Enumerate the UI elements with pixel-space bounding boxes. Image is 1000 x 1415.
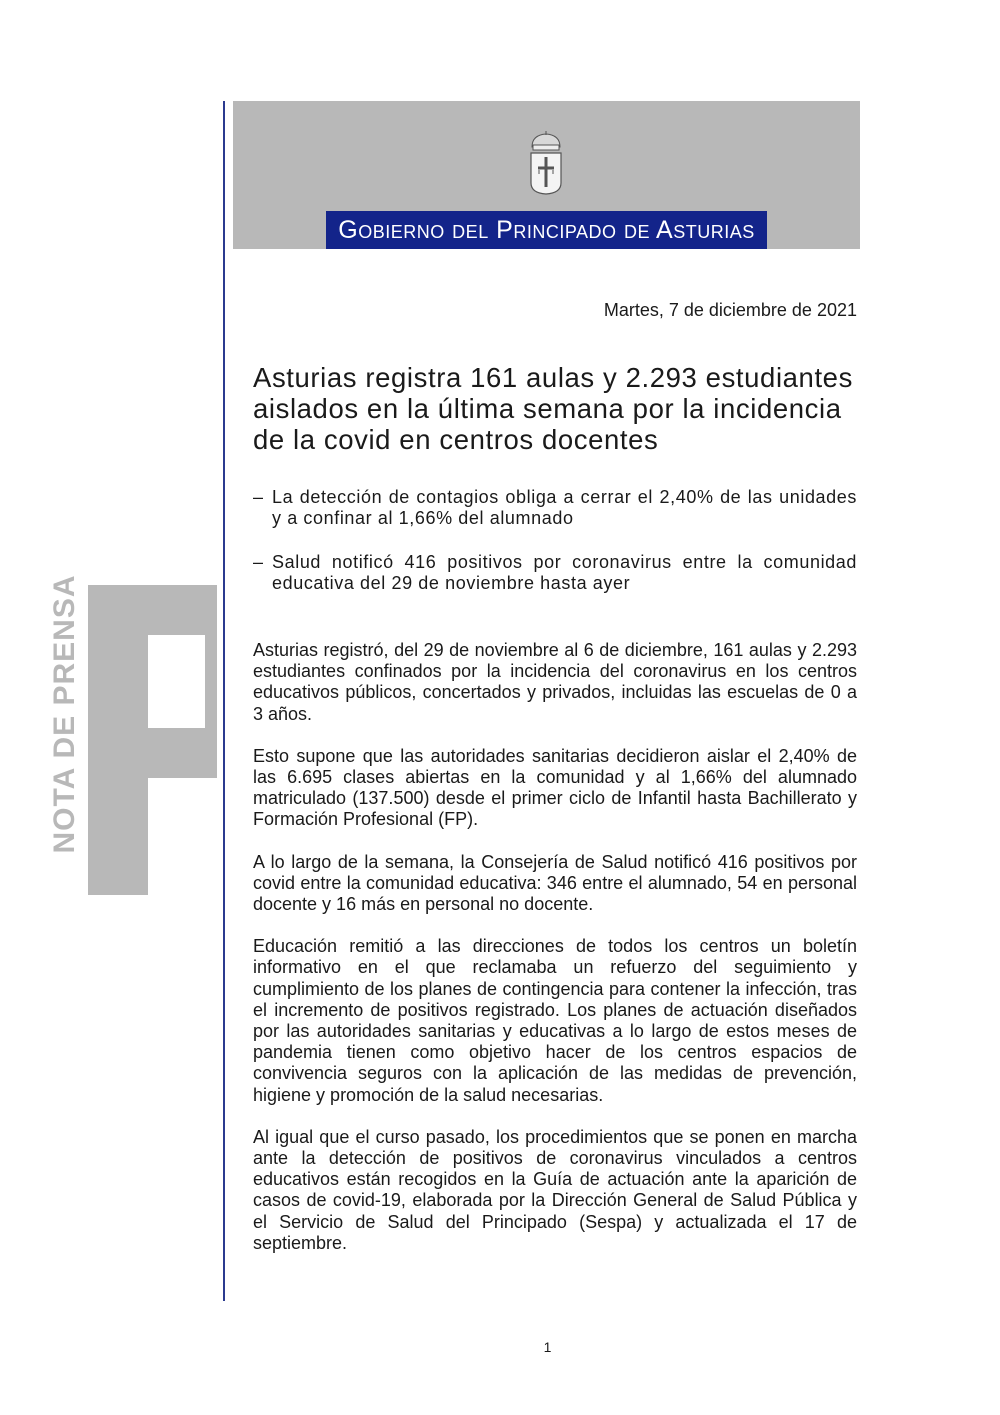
subheadline: – Salud notificó 416 positivos por coronavirus entre la comunidad educativa del 29 de noviembre hasta ayer: [253, 552, 857, 593]
government-banner: Gobierno del Principado de Asturias: [326, 211, 767, 249]
paragraph: Asturias registró, del 29 de noviembre al 6 de diciembre, 161 aulas y 2.293 estudiantes confinados por la incidencia del coronavirus en los centros educativos públicos, concertados y privados, incluidas las escuelas de 0 a 3 años.: [253, 640, 857, 724]
side-label: NOTA DE PRENSA: [48, 574, 81, 854]
article-body: [253, 640, 857, 1275]
date: Martes, 7 de diciembre de 2021: [603, 300, 857, 320]
paragraph: Al igual que el curso pasado, los procedimientos que se ponen en marcha ante la detección de positivos de coronavirus vinculados a centros educativos están recogidos en la Guía de actuación ante la aparición de casos de covid-19, elaborada por la Dirección General de Salud Pública y el Servicio de Salud del Principado (Sespa) y actualizada el 17 de septiembre.: [253, 1126, 857, 1253]
subheadlines: [253, 487, 857, 617]
subheadline: – La detección de contagios obliga a cerrar el 2,40% de las unidades y a confinar al 1,66% del alumnado: [253, 487, 857, 528]
asturias-coat-of-arms-icon: [528, 131, 564, 195]
paragraph: A lo largo de la semana, la Consejería de Salud notificó 416 positivos por covid entre la comunidad educativa: 346 entre el alumnado, 54 en personal docente y 16 más en personal no docente.: [253, 851, 857, 915]
paragraph: Esto supone que las autoridades sanitarias decidieron aislar el 2,40% de las 6.695 clases abiertas en la comunidad y al 1,66% del alumnado matriculado (137.500) desde el primer ciclo de Infantil hasta Bachillerato y Formación Profesional (FP).: [253, 745, 857, 830]
headline: Asturias registra 161 aulas y 2.293 estudiantes aislados en la última semana por la incidencia de la covid en centros docentes: [253, 362, 853, 455]
page-number: 1: [543, 1339, 552, 1355]
paragraph: Educación remitió a las direcciones de todos los centros un boletín informativo en el que reclamaba un refuerzo del seguimiento y cumplimiento de los planes de contingencia para contener la infección, tras el incremento de positivos registrado. Los planes de actuación diseñados por las autoridades sanitarias y educativas a lo largo de estos meses de pandemia tienen como objetivo hacer de los centros espacios de convivencia seguros con la aplicación de las medidas de prevención, higiene y promoción de la salud necesarias.: [253, 936, 857, 1105]
letterhead: [233, 101, 860, 249]
vertical-rule: [223, 101, 225, 1301]
